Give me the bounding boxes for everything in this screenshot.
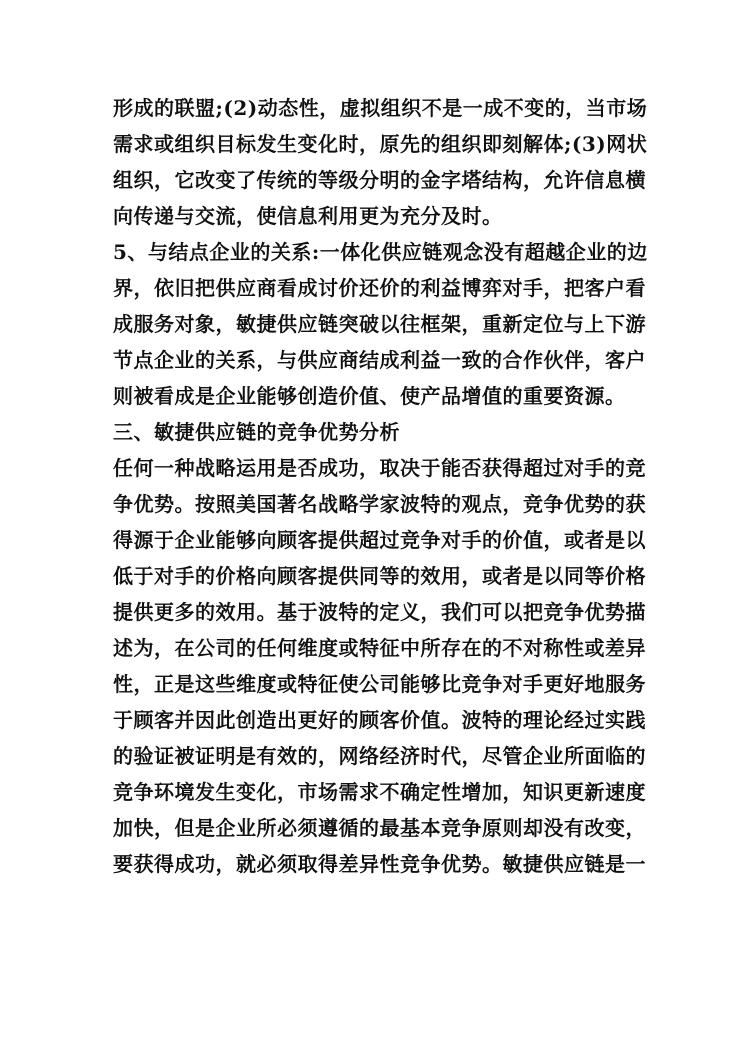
text-line: 低于对手的价格向顾客提供同等的效用，或者是以同等价格: [113, 564, 646, 588]
text-line: 争优势。按照美国著名战略学家波特的观点，竞争优势的获: [113, 492, 646, 516]
text-line: 提供更多的效用。基于波特的定义，我们可以把竞争优势描: [113, 600, 646, 624]
text-line: 形成的联盟;(2)动态性，虚拟组织不是一成不变的，当市场: [113, 96, 648, 120]
text-line: 界，依旧把供应商看成讨价还价的利益博弈对手，把客户看: [113, 276, 646, 300]
section-heading: 三、敏捷供应链的竞争优势分析: [113, 420, 400, 444]
text-line: 的验证被证明是有效的，网络经济时代，尽管企业所面临的: [113, 744, 646, 768]
body-text: [113, 90, 653, 882]
text-line: 加快，但是企业所必须遵循的最基本竞争原则却没有改变，: [113, 816, 646, 840]
text-line: 竞争环境发生变化，市场需求不确定性增加，知识更新速度: [113, 780, 646, 804]
text-line: 要获得成功，就必须取得差异性竞争优势。敏捷供应链是一: [113, 852, 646, 876]
text-line: 5、与结点企业的关系:一体化供应链观念没有超越企业的边: [113, 240, 648, 264]
text-line: 组织，它改变了传统的等级分明的金字塔结构，允许信息横: [113, 168, 646, 192]
text-line: 则被看成是企业能够创造价值、使产品增值的重要资源。: [113, 384, 626, 408]
text-line: 需求或组织目标发生变化时，原先的组织即刻解体;(3)网状: [113, 132, 648, 156]
text-line: 任何一种战略运用是否成功，取决于能否获得超过对手的竞: [113, 456, 646, 480]
text-line: 向传递与交流，使信息利用更为充分及时。: [113, 204, 503, 228]
text-line: 成服务对象，敏捷供应链突破以往框架，重新定位与上下游: [113, 312, 646, 336]
text-line: 于顾客并因此创造出更好的顾客价值。波特的理论经过实践: [113, 708, 646, 732]
text-line: 得源于企业能够向顾客提供超过竞争对手的价值，或者是以: [113, 528, 646, 552]
text-line: 述为，在公司的任何维度或特征中所存在的不对称性或差异: [113, 636, 646, 660]
text-line: 节点企业的关系，与供应商结成利益一致的合作伙伴，客户: [113, 348, 646, 372]
text-line: 性，正是这些维度或特征使公司能够比竞争对手更好地服务: [113, 672, 646, 696]
